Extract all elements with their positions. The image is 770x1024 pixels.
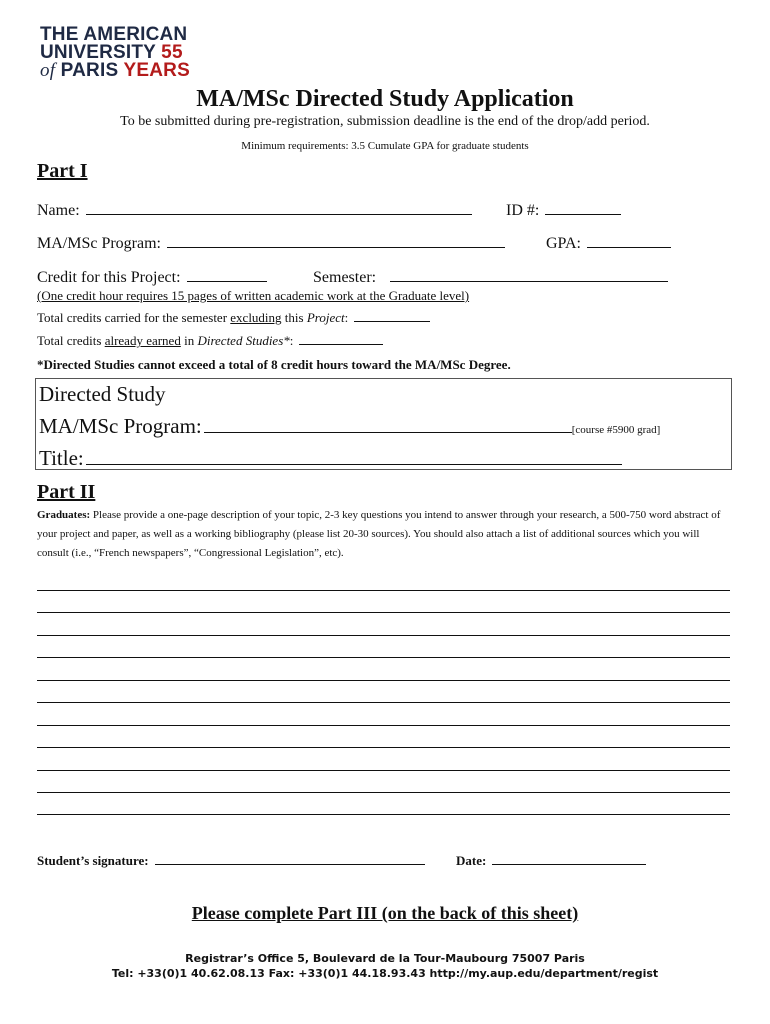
directed-title-label: Title: xyxy=(39,446,84,470)
writing-line[interactable] xyxy=(37,657,730,658)
logo-paris: PARIS xyxy=(60,60,119,81)
id-field xyxy=(506,200,621,220)
total-semester-credits: Total credits carried for the semester excluding this Project: xyxy=(37,310,430,326)
page-title: MA/MSc Directed Study Application xyxy=(196,86,574,112)
name-field xyxy=(37,200,472,220)
student-signature-field xyxy=(37,853,425,869)
logo-line-1: THE AMERICAN xyxy=(40,24,188,45)
writing-line[interactable] xyxy=(37,747,730,748)
course-number-note: [course #5900 grad] xyxy=(571,424,661,436)
id-input-line[interactable] xyxy=(545,200,621,215)
directed-program-field xyxy=(39,414,660,439)
logo-of: of xyxy=(40,60,56,81)
semester-field xyxy=(313,267,668,287)
semester-input-line[interactable] xyxy=(390,267,668,282)
total-earned-directed: Directed Studies* xyxy=(197,333,290,348)
part-1-heading: Part I xyxy=(37,160,88,182)
instructions-text: Please provide a one-page description of your topic, 2-3 key questions you intend to answer through your research, a 500-750 word abstract of your project and paper, as well as a working bibliography (please list 20-30 sources). You should also attach a list of additional sources which you will consult (i.e., “French newspapers”, “Congressional Legislation”, etc). xyxy=(37,509,721,559)
directed-program-input-line[interactable] xyxy=(204,416,572,433)
program-label: MA/MSc Program: xyxy=(37,235,161,252)
directed-title-input-line[interactable] xyxy=(86,448,622,465)
directed-title-field xyxy=(39,446,622,471)
writing-line[interactable] xyxy=(37,792,730,793)
logo-55: 55 xyxy=(161,42,183,63)
footer-address: Registrar’s Office 5, Boulevard de la Tour-Maubourg 75007 Paris xyxy=(185,952,585,965)
program-input-line[interactable] xyxy=(167,233,505,248)
total-semester-this: this xyxy=(284,310,304,325)
writing-line[interactable] xyxy=(37,680,730,681)
university-logo xyxy=(40,26,190,80)
writing-line[interactable] xyxy=(37,814,730,815)
gpa-field xyxy=(546,233,671,253)
credit-limit-warning: *Directed Studies cannot exceed a total of 8 credit hours toward the MA/MSc Degree. xyxy=(37,357,511,372)
date-line[interactable] xyxy=(492,853,646,865)
credit-input-line[interactable] xyxy=(187,267,267,282)
total-semester-project: Project xyxy=(306,310,345,325)
footer-contact: Tel: +33(0)1 40.62.08.13 Fax: +33(0)1 44.18.93.43 http://my.aup.edu/department/regist xyxy=(111,967,659,980)
credit-field xyxy=(37,267,267,287)
credit-label: Credit for this Project: xyxy=(37,269,181,286)
total-earned-in: in xyxy=(184,333,195,348)
total-earned-text: Total credits xyxy=(37,333,102,348)
directed-study-heading: Directed Study xyxy=(39,382,166,406)
name-label: Name: xyxy=(37,202,80,219)
program-field xyxy=(37,233,505,253)
total-earned-credits: Total credits already earned in Directed Studies*: xyxy=(37,333,383,349)
total-earned-already: already earned xyxy=(104,333,181,348)
part-2-heading: Part II xyxy=(37,481,96,503)
writing-line[interactable] xyxy=(37,725,730,726)
date-field xyxy=(456,853,646,869)
total-semester-text: Total credits carried for the semester xyxy=(37,310,228,325)
minimum-requirements: Minimum requirements: 3.5 Cumulate GPA for graduate students xyxy=(241,140,529,152)
student-signature-label: Student’s signature: xyxy=(37,853,149,868)
semester-label: Semester: xyxy=(313,269,377,286)
student-signature-line[interactable] xyxy=(155,853,425,865)
writing-line[interactable] xyxy=(37,635,730,636)
name-input-line[interactable] xyxy=(86,200,472,215)
total-semester-input-line[interactable] xyxy=(354,310,430,322)
date-label: Date: xyxy=(456,853,487,868)
writing-line[interactable] xyxy=(37,612,730,613)
total-semester-excluding: excluding xyxy=(230,310,282,325)
gpa-input-line[interactable] xyxy=(587,233,671,248)
writing-line[interactable] xyxy=(37,770,730,771)
directed-program-label: MA/MSc Program: xyxy=(39,414,202,438)
id-label: ID #: xyxy=(506,202,540,219)
writing-line[interactable] xyxy=(37,702,730,703)
logo-years: YEARS xyxy=(123,60,190,81)
part-2-instructions xyxy=(37,506,727,563)
part-3-reminder: Please complete Part III (on the back of this sheet) xyxy=(191,903,579,923)
writing-line[interactable] xyxy=(37,590,730,591)
logo-line-3 xyxy=(40,62,190,80)
total-earned-input-line[interactable] xyxy=(299,333,383,345)
page-subtitle: To be submitted during pre-registration, submission deadline is the end of the drop/add period. xyxy=(120,114,650,129)
logo-university: UNIVERSITY xyxy=(40,42,156,63)
credit-note: (One credit hour requires 15 pages of written academic work at the Graduate level) xyxy=(37,288,470,303)
gpa-label: GPA: xyxy=(546,235,581,252)
graduates-label: Graduates: xyxy=(37,509,91,521)
